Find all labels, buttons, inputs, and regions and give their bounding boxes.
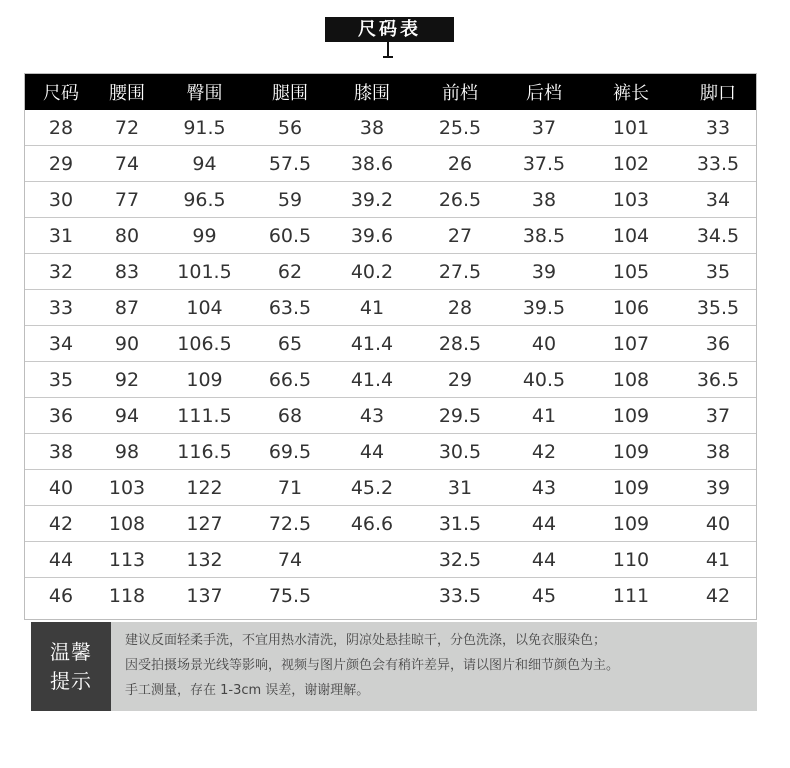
table-cell: 83 (97, 254, 157, 290)
table-row (25, 362, 757, 398)
table-cell (328, 542, 416, 578)
table-row (25, 110, 757, 146)
table-cell: 30 (25, 182, 97, 218)
table-cell: 105 (584, 254, 678, 290)
table-cell: 41.4 (328, 362, 416, 398)
table-cell: 39.2 (328, 182, 416, 218)
table-cell: 108 (584, 362, 678, 398)
header-back-rise: 后档 (504, 74, 584, 110)
table-cell: 43 (328, 398, 416, 434)
table-cell: 98 (97, 434, 157, 470)
table-cell: 104 (584, 218, 678, 254)
size-table (24, 73, 757, 620)
table-cell: 38 (504, 182, 584, 218)
table-row (25, 578, 757, 614)
table-row (25, 254, 757, 290)
table-cell: 40 (678, 506, 757, 542)
table-cell: 109 (584, 506, 678, 542)
table-row (25, 218, 757, 254)
table-cell: 74 (97, 146, 157, 182)
table-cell: 37.5 (504, 146, 584, 182)
table-cell: 91.5 (157, 110, 252, 146)
table-cell: 29.5 (416, 398, 504, 434)
table-row (25, 542, 757, 578)
table-row (25, 398, 757, 434)
table-cell: 26.5 (416, 182, 504, 218)
table-cell: 27 (416, 218, 504, 254)
table-cell: 101.5 (157, 254, 252, 290)
table-cell: 28 (416, 290, 504, 326)
table-cell: 56 (252, 110, 328, 146)
table-cell: 94 (157, 146, 252, 182)
table-cell: 33 (678, 110, 757, 146)
table-cell: 40 (25, 470, 97, 506)
table-cell: 57.5 (252, 146, 328, 182)
table-row (25, 182, 757, 218)
table-cell: 43 (504, 470, 584, 506)
table-cell: 39 (678, 470, 757, 506)
table-cell: 39.5 (504, 290, 584, 326)
table-cell: 46.6 (328, 506, 416, 542)
table-cell: 38 (328, 110, 416, 146)
table-cell: 34.5 (678, 218, 757, 254)
notice-label (31, 622, 111, 711)
table-cell: 38 (25, 434, 97, 470)
table-cell: 111 (612, 584, 650, 607)
table-cell: 35 (25, 362, 97, 398)
care-notice (31, 622, 757, 711)
table-cell: 44 (328, 434, 416, 470)
table-cell: 90 (97, 326, 157, 362)
table-cell: 80 (97, 218, 157, 254)
table-header-row (25, 74, 757, 110)
table-cell: 69.5 (252, 434, 328, 470)
notice-label-line2: 提示 (50, 668, 92, 693)
table-cell: 103 (584, 182, 678, 218)
table-cell: 60.5 (252, 218, 328, 254)
table-cell: 41 (504, 398, 584, 434)
table-cell: 38.5 (504, 218, 584, 254)
table-row (25, 326, 757, 362)
table-cell: 41 (328, 290, 416, 326)
header-knee: 膝围 (328, 74, 416, 110)
table-cell: 33.5 (678, 146, 757, 182)
table-cell: 42 (504, 434, 584, 470)
table-cell: 46 (48, 584, 74, 607)
notice-text (125, 628, 749, 703)
table-cell: 68 (252, 398, 328, 434)
header-thigh: 腿围 (252, 74, 328, 110)
table-cell: 127 (157, 506, 252, 542)
table-cell: 96.5 (157, 182, 252, 218)
table-cell: 37 (678, 398, 757, 434)
arrow-down-icon (381, 42, 395, 59)
table-cell: 72.5 (252, 506, 328, 542)
table-cell (328, 578, 416, 614)
table-row (25, 146, 757, 182)
header-length: 裤长 (584, 74, 678, 110)
table-cell: 44 (504, 506, 584, 542)
table-row (25, 290, 757, 326)
table-cell: 63.5 (252, 290, 328, 326)
table-cell: 32.5 (416, 542, 504, 578)
table-cell: 38 (678, 434, 757, 470)
table-cell: 41 (678, 542, 757, 578)
size-chart-title: 尺码表 (325, 17, 454, 42)
table-cell: 42 (705, 584, 731, 607)
table-cell: 41.4 (328, 326, 416, 362)
table-cell: 132 (157, 542, 252, 578)
table-cell: 111.5 (157, 398, 252, 434)
table-cell: 44 (25, 542, 97, 578)
table-cell: 101 (584, 110, 678, 146)
table-cell: 107 (584, 326, 678, 362)
table-cell: 122 (157, 470, 252, 506)
table-cell: 28.5 (416, 326, 504, 362)
table-cell: 106 (584, 290, 678, 326)
table-cell: 65 (252, 326, 328, 362)
table-cell: 39.6 (328, 218, 416, 254)
table-cell: 37 (504, 110, 584, 146)
table-row (25, 506, 757, 542)
table-row (25, 434, 757, 470)
table-cell: 35 (678, 254, 757, 290)
table-cell: 92 (97, 362, 157, 398)
table-cell: 87 (97, 290, 157, 326)
table-cell: 29 (416, 362, 504, 398)
header-leg-opening: 脚口 (678, 74, 757, 110)
table-cell: 27.5 (416, 254, 504, 290)
table-cell: 35.5 (678, 290, 757, 326)
table-cell: 71 (252, 470, 328, 506)
table-cell: 45 (531, 584, 557, 607)
header-waist: 腰围 (97, 74, 157, 110)
table-cell: 31 (25, 218, 97, 254)
table-cell: 33.5 (438, 584, 482, 607)
table-cell: 103 (97, 470, 157, 506)
table-cell: 109 (157, 362, 252, 398)
table-cell: 44 (504, 542, 584, 578)
table-cell: 36.5 (678, 362, 757, 398)
header-size: 尺码 (25, 74, 97, 110)
table-cell: 62 (252, 254, 328, 290)
table-cell: 32 (25, 254, 97, 290)
table-cell: 113 (97, 542, 157, 578)
table-cell: 66.5 (252, 362, 328, 398)
notice-line: 建议反面轻柔手洗，不宜用热水清洗，阴凉处悬挂晾干，分色洗涤，以免衣服染色； (125, 633, 607, 648)
table-cell: 36 (25, 398, 97, 434)
notice-label-line1: 温馨 (50, 639, 92, 664)
table-cell: 28 (25, 110, 97, 146)
table-cell: 40.2 (328, 254, 416, 290)
table-cell: 77 (97, 182, 157, 218)
table-cell: 31 (416, 470, 504, 506)
table-cell: 36 (678, 326, 757, 362)
table-cell: 45.2 (328, 470, 416, 506)
table-row (25, 470, 757, 506)
table-cell: 59 (252, 182, 328, 218)
table-cell: 137 (186, 584, 223, 607)
table-cell: 118 (108, 584, 146, 607)
table-cell: 26 (416, 146, 504, 182)
header-hip: 臀围 (157, 74, 252, 110)
table-cell: 109 (584, 434, 678, 470)
table-cell: 74 (252, 542, 328, 578)
header-front-rise: 前档 (416, 74, 504, 110)
table-cell: 106.5 (157, 326, 252, 362)
table-cell: 40 (504, 326, 584, 362)
table-cell: 40.5 (504, 362, 584, 398)
table-cell: 25.5 (416, 110, 504, 146)
table-cell: 102 (584, 146, 678, 182)
table-cell: 116.5 (157, 434, 252, 470)
table-cell: 99 (157, 218, 252, 254)
notice-line: 手工测量，存在 1-3cm 误差，谢谢理解。 (125, 683, 370, 698)
notice-line: 因受拍摄场景光线等影响，视频与图片颜色会有稍许差异，请以图片和细节颜色为主。 (125, 658, 620, 673)
table-cell: 33 (25, 290, 97, 326)
table-cell: 38.6 (328, 146, 416, 182)
table-cell: 30.5 (416, 434, 504, 470)
table-cell: 104 (157, 290, 252, 326)
table-cell: 94 (97, 398, 157, 434)
table-cell: 29 (25, 146, 97, 182)
table-cell: 109 (584, 398, 678, 434)
table-cell: 34 (25, 326, 97, 362)
table-cell: 39 (504, 254, 584, 290)
table-cell: 31.5 (416, 506, 504, 542)
table-cell: 109 (584, 470, 678, 506)
table-cell: 34 (678, 182, 757, 218)
table-cell: 110 (584, 542, 678, 578)
table-cell: 108 (97, 506, 157, 542)
table-cell: 75.5 (268, 584, 312, 607)
table-cell: 72 (97, 110, 157, 146)
table-cell: 42 (25, 506, 97, 542)
